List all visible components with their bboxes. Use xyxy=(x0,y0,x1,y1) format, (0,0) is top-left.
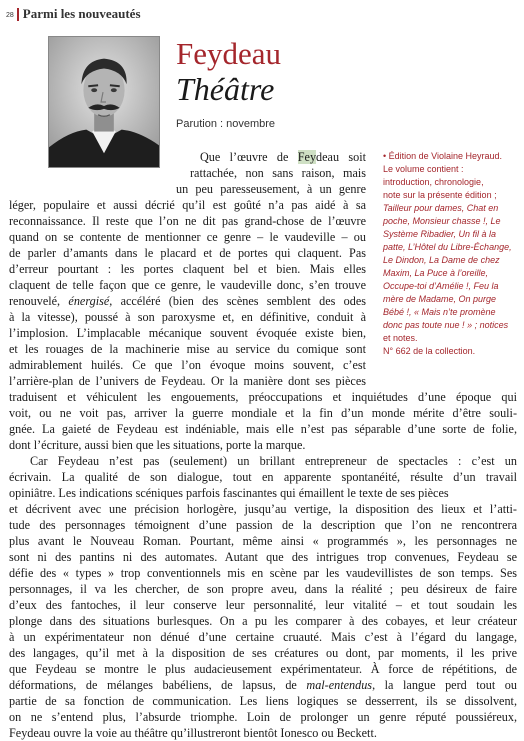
body-line: déformations, de mélanges babéliens, de lapsus, de mal-entendus, la langue perd tout ou xyxy=(9,678,517,692)
sidebar-line: N° 662 de la collection. xyxy=(383,346,476,356)
body-line: que Feydeau se montre le plus audacieusement expérimentateur. À force de répétitions, de xyxy=(9,662,517,676)
body-line: écrivain. La qualité de son dialogue, tout en apparente spontanéité, résulte d’un travail xyxy=(9,470,517,484)
body-line: d’eux des fantoches, il leur conserve leur personnalité, leur vitalité – et tout soudain les xyxy=(9,598,517,612)
sidebar-line: Maxim, La Puce à l’oreille, xyxy=(383,268,489,278)
edition-details-sidebar xyxy=(383,150,519,358)
sidebar-line: et notes. xyxy=(383,333,418,343)
author-portrait xyxy=(48,36,160,168)
publication-date: Parution : novembre xyxy=(176,118,276,130)
body-line: de parler d’amants dans le placard et de portes qui claquent. Pas xyxy=(9,246,366,260)
sidebar-line: poche, Monsieur chasse !, Le xyxy=(383,216,501,226)
book-title: Feydeau xyxy=(176,36,282,71)
header-divider xyxy=(17,8,19,21)
body-line: et décrivent avec une précision horlogère, jusqu’au vertige, la disposition des lieux et l’atti- xyxy=(9,502,517,516)
body-line: à la vitesse), poussé à son paroxysme et, en définitive, conduit à xyxy=(9,310,366,324)
body-line: Car Feydeau n’est pas (seulement) un brillant entrepreneur de spectacles : c’est un xyxy=(30,454,517,468)
sidebar-line: mère de Madame, On purge xyxy=(383,294,497,304)
sidebar-line: • Édition de Violaine Heyraud. xyxy=(383,151,503,161)
section-title: Parmi les nouveautés xyxy=(22,6,141,21)
body-line: l’arrière-plan de l’univers de Feydeau. Or la manière dont ses pièces xyxy=(9,374,366,388)
body-line: gnée. La gaieté de Feydeau est indéniable, mais elle n’est pas séparable d’une sorte de folie, xyxy=(9,422,517,436)
sidebar-line: Système Ribadier, Un fil à la xyxy=(383,229,497,239)
body-line: on ne s’entend plus, l’absurde triomphe. Loin de prolonger un genre réputé poussiéreux, xyxy=(9,710,517,724)
sidebar-line: note sur la présente édition ; xyxy=(383,190,497,200)
body-line: reconnaissance. Il reste que l’on ne dit pas grand-chose de l’œuvre xyxy=(9,214,366,228)
sidebar-line: Le volume contient : xyxy=(383,164,464,174)
body-line: d’erreur pourtant : les portes claquent bel et bien. Mais elles xyxy=(9,262,366,276)
sidebar-line: introduction, chronologie, xyxy=(383,177,484,187)
body-line: dont l’écriture, aussi bien que les situations, porte la marque. xyxy=(9,438,306,452)
sidebar-line: Bébé !, « Mais n’te promène xyxy=(383,307,496,317)
body-line: voit, ou ne voit pas, arriver la guerre mondiale et la fin d’un monde mérite d’être souli- xyxy=(9,406,517,420)
body-line: défie des « types » trop conventionnels mis en scène par les vaudevillistes de son temps. Ses xyxy=(9,566,517,580)
body-line: l’implosion. L’implacable mécanique souvent évoquée existe bien, xyxy=(9,326,366,340)
body-line: rattachée, non sans raison, mais xyxy=(190,166,366,180)
body-line: Feydeau ouvre la voie au théâtre qu’illustreront bientôt Ionesco ou Beckett. xyxy=(9,726,377,740)
body-line: personnages, il va les chercher, de son propre aveu, dans la réalité ; peu désireux de faire xyxy=(9,582,517,596)
sidebar-line: Le Dindon, La Dame de chez xyxy=(383,255,500,265)
body-line: renouvelé, énergisé, accéléré (bien des scènes semblent des odes xyxy=(9,294,366,308)
sidebar-line: Occupe-toi d’Amélie !, Feu la xyxy=(383,281,499,291)
body-line: partie de sa fonction de communication. Les liens logiques se desserrent, ils se dissolvent, xyxy=(9,694,517,708)
sidebar-line: patte, L’Hôtel du Libre-Échange, xyxy=(383,242,512,252)
body-line: claquent de telle façon que ce genre, le vaudeville donc, s’en trouve xyxy=(9,278,366,292)
body-line: quand on se contente de mentionner ce genre – le vaudeville – ou xyxy=(9,230,366,244)
body-line: plus avant le Nouveau Roman. Pourtant, même ainsi « programmés », les personnages ne xyxy=(9,534,517,548)
body-line: et les rouages de la machinerie mise au service du comique sont xyxy=(9,342,366,356)
body-line: léger, populaire et aussi décrié qu’il est goûté n’a pas aidé à sa xyxy=(9,198,366,212)
body-line: admirablement huilés. Ce que l’on évoque moins souvent, c’est xyxy=(9,358,366,372)
running-header xyxy=(6,6,141,22)
body-line: Que l’œuvre de Feydeau soit xyxy=(200,150,366,164)
body-line: opiniâtre. Les indications scéniques parfois fascinantes qui émaillent le texte de ses pièces xyxy=(9,486,449,500)
sidebar-line: donc pas toute nue ! » ; notices xyxy=(383,320,509,330)
body-line: traduisent et véhiculent les engouements, préoccupations et inquiétudes d’une époque qui xyxy=(9,390,517,404)
body-line: des langages, qu’il met à la disposition de ses créatures ou dont, par moments, il les prive xyxy=(9,646,517,660)
body-line: sont ni des pantins ni des automates. Autant que des intrigues trop convenues, Feydeau se xyxy=(9,550,517,564)
sidebar-line: Tailleur pour dames, Chat en xyxy=(383,203,499,213)
page-number: 28 xyxy=(6,11,14,19)
book-subtitle: Théâtre xyxy=(176,71,275,107)
body-line: un peu paresseusement, à un genre xyxy=(176,182,366,196)
body-line: plonge dans des situations burlesques. On a pu les comparer à des cobayes, et leur créateur xyxy=(9,614,517,628)
body-line: tude des personnages témoignent d’une passion de la description que l’on ne rencontrera xyxy=(9,518,517,532)
body-line: à un expérimentateur non dénué d’une certaine cruauté. Mais c’est à l’égard du langage, xyxy=(9,630,517,644)
